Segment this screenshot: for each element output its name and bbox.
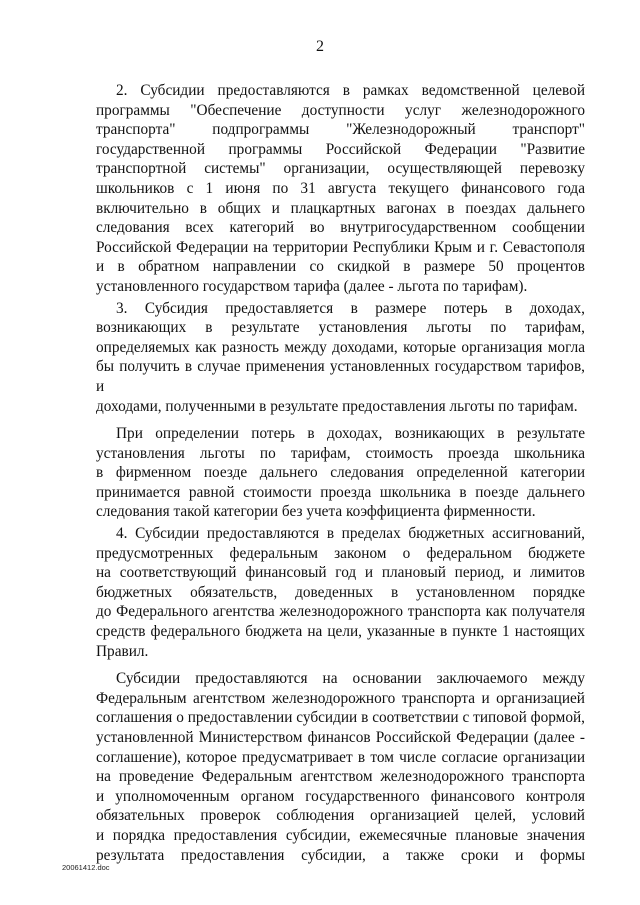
text-line: транспортной системы" организации, осуществляющей перевозку bbox=[96, 160, 585, 178]
text-line: 4. Субсидии предоставляются в пределах бюджетных ассигнований, bbox=[116, 525, 585, 543]
text-line: школьников с 1 июня по 31 августа текущего финансового года bbox=[96, 179, 585, 197]
text-line: результата предоставления субсидии, а также сроки и формы bbox=[96, 846, 585, 864]
text-line: 2. Субсидии предоставляются в рамках ведомственной целевой bbox=[116, 82, 585, 99]
text-line: программы "Обеспечение доступности услуг железнодорожного bbox=[96, 101, 585, 119]
paragraph-3-note bbox=[96, 424, 585, 522]
text-line: Субсидии предоставляются на основании заключаемого между bbox=[116, 670, 585, 688]
text-line: предусмотренных федеральным законом о федеральном бюджете bbox=[96, 544, 585, 562]
text-line: транспорта" подпрограммы "Железнодорожный транспорт" bbox=[96, 121, 585, 139]
document-body bbox=[96, 81, 585, 867]
paragraph-4-agreement bbox=[96, 669, 585, 865]
text-line: Правил. bbox=[96, 642, 149, 660]
paragraph-3 bbox=[96, 299, 585, 417]
text-line: в фирменном поезде дальнего следования определенной категории bbox=[96, 464, 585, 482]
paragraph-4 bbox=[96, 524, 585, 661]
text-line: на проведение Федеральным агентством железнодорожного транспорта bbox=[96, 768, 585, 786]
text-line: следования такой категории без учета коэффициента фирменности. bbox=[96, 503, 536, 521]
text-line: до Федерального агентства железнодорожного транспорта как получателя bbox=[96, 603, 585, 621]
text-line: доходами, полученными в результате предоставления льготы по тарифам. bbox=[96, 397, 578, 415]
text-line: Российской Федерации на территории Республики Крым и г. Севастополя bbox=[96, 238, 585, 256]
text-line: соглашения о предоставлении субсидии в соответствии с типовой формой, bbox=[96, 709, 585, 727]
text-line: бы получить в случае применения установленных государством тарифов, и bbox=[96, 358, 585, 395]
text-line: Федеральным агентством железнодорожного транспорта и организацией bbox=[96, 689, 585, 707]
text-line: определяемых как разность между доходами, которые организация могла bbox=[96, 338, 585, 356]
text-line: возникающих в результате установления льготы по тарифам, bbox=[96, 319, 585, 337]
text-line: бюджетных обязательств, доведенных в установленном порядке bbox=[96, 583, 585, 601]
text-line: и уполномоченным органом государственного финансового контроля bbox=[96, 787, 585, 805]
text-line: включительно в общих и плацкартных вагонах в поездах дальнего bbox=[96, 199, 585, 217]
text-line: обязательных проверок соблюдения организацией целей, условий bbox=[96, 807, 585, 825]
text-line: При определении потерь в доходах, возникающих в результате bbox=[116, 425, 585, 443]
text-line: 3. Субсидия предоставляется в размере потерь в доходах, bbox=[116, 299, 585, 317]
text-line: и в обратном направлении со скидкой в размере 50 процентов bbox=[96, 258, 585, 276]
text-line: установленного государством тарифа (далее - льгота по тарифам). bbox=[96, 277, 528, 295]
text-line: следования всех категорий во внутригосударственном сообщении bbox=[96, 219, 585, 237]
footer-filename: 20061412.doc bbox=[62, 863, 110, 872]
text-line: на соответствующий финансовый год и плановый период, и лимитов bbox=[96, 564, 585, 582]
text-line: установления льготы по тарифам, стоимость проезда школьника bbox=[96, 444, 585, 462]
paragraph-2 bbox=[96, 81, 585, 297]
text-line: соглашение), которое предусматривает в том числе согласие организации bbox=[96, 748, 585, 766]
text-line: государственной программы Российской Федерации "Развитие bbox=[96, 140, 585, 158]
text-line: принимается равной стоимости проезда школьника в поезде дальнего bbox=[96, 483, 585, 501]
page-number: 2 bbox=[316, 38, 324, 55]
text-line: установленной Министерством финансов Российской Федерации (далее - bbox=[96, 729, 585, 746]
text-line: и порядка предоставления субсидии, ежемесячные плановые значения bbox=[96, 826, 585, 844]
text-line: средств федерального бюджета на цели, указанные в пункте 1 настоящих bbox=[96, 623, 585, 641]
